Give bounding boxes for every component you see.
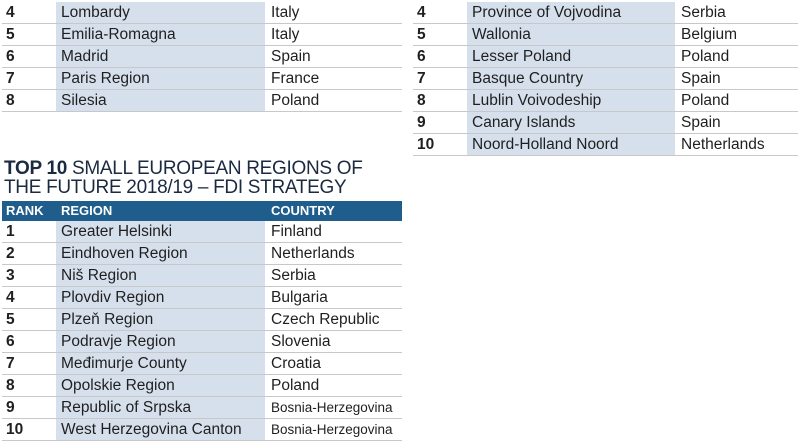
region-cell: Republic of Srpska (56, 397, 265, 419)
small-regions-table-title (4, 159, 404, 197)
country-cell: Spain (675, 68, 798, 90)
table-row (2, 243, 402, 265)
region-cell: Canary Islands (467, 112, 675, 134)
table-row (2, 331, 402, 353)
top-right-table-body (413, 2, 798, 156)
region-cell: Eindhoven Region (56, 243, 265, 265)
rank-cell: 4 (413, 2, 467, 24)
table-row (2, 419, 402, 441)
rank-cell: 9 (2, 397, 56, 419)
rank-cell: 6 (413, 46, 467, 68)
region-cell: Basque Country (467, 68, 675, 90)
rank-cell: 7 (413, 68, 467, 90)
region-cell: Province of Vojvodina (467, 2, 675, 24)
country-cell: Poland (675, 46, 798, 68)
table-row (413, 134, 798, 156)
country-cell: Bulgaria (265, 287, 402, 309)
table-row (2, 353, 402, 375)
rank-cell: 5 (2, 309, 56, 331)
rank-cell: 7 (2, 353, 56, 375)
rank-cell: 5 (413, 24, 467, 46)
region-cell: Greater Helsinki (56, 221, 265, 243)
table-row (2, 287, 402, 309)
rank-cell: 6 (2, 331, 56, 353)
region-cell: Emilia-Romagna (56, 24, 265, 46)
rank-cell: 7 (2, 68, 56, 90)
region-cell: Lublin Voivodeship (467, 90, 675, 112)
country-cell: France (265, 68, 402, 90)
region-cell: Međimurje County (56, 353, 265, 375)
table-row (2, 24, 402, 46)
region-cell: Lesser Poland (467, 46, 675, 68)
rank-cell: 8 (2, 375, 56, 397)
rank-cell: 9 (413, 112, 467, 134)
region-cell: Noord-Holland Noord (467, 134, 675, 156)
rank-cell: 8 (413, 90, 467, 112)
country-cell: Poland (265, 90, 402, 112)
table-row (413, 112, 798, 134)
country-cell: Bosnia-Herzegovina (265, 397, 402, 419)
rank-cell: 1 (2, 221, 56, 243)
table-row (2, 375, 402, 397)
region-cell: Niš Region (56, 265, 265, 287)
rank-cell: 4 (2, 2, 56, 24)
top-right-table (413, 2, 798, 156)
country-cell: Serbia (675, 2, 798, 24)
top-left-table-body (2, 2, 402, 112)
region-cell: Plovdiv Region (56, 287, 265, 309)
table-row (2, 309, 402, 331)
region-cell: Wallonia (467, 24, 675, 46)
country-cell: Spain (265, 46, 402, 68)
rank-cell: 3 (2, 265, 56, 287)
top-left-table (2, 2, 402, 112)
country-cell: Slovenia (265, 331, 402, 353)
header-row (2, 201, 402, 221)
table-row (413, 2, 798, 24)
region-cell: West Herzegovina Canton (56, 419, 265, 441)
table-row (413, 24, 798, 46)
country-cell: Croatia (265, 353, 402, 375)
table-row (413, 90, 798, 112)
country-cell: Finland (265, 221, 402, 243)
header-country: COUNTRY (265, 201, 402, 221)
country-cell: Serbia (265, 265, 402, 287)
region-cell: Madrid (56, 46, 265, 68)
rank-cell: 10 (2, 419, 56, 441)
rank-cell: 4 (2, 287, 56, 309)
header-region: REGION (56, 201, 265, 221)
country-cell: Poland (265, 375, 402, 397)
country-cell: Italy (265, 24, 402, 46)
rank-cell: 5 (2, 24, 56, 46)
country-cell: Czech Republic (265, 309, 402, 331)
title-rest: SMALL EUROPEAN REGIONS OF THE FUTURE 2018/19 – FDI STRATEGY (4, 158, 363, 198)
region-cell: Silesia (56, 90, 265, 112)
country-cell: Netherlands (265, 243, 402, 265)
table-row (2, 265, 402, 287)
region-cell: Opolskie Region (56, 375, 265, 397)
rank-cell: 10 (413, 134, 467, 156)
country-cell: Italy (265, 2, 402, 24)
title-bold: TOP 10 (4, 158, 67, 179)
region-cell: Lombardy (56, 2, 265, 24)
header-rank: RANK (2, 201, 56, 221)
table-header (2, 201, 402, 221)
rank-cell: 8 (2, 90, 56, 112)
rank-cell: 2 (2, 243, 56, 265)
small-regions-table-body (2, 221, 402, 441)
country-cell: Netherlands (675, 134, 798, 156)
table-row (2, 2, 402, 24)
region-cell: Podravje Region (56, 331, 265, 353)
region-cell: Plzeň Region (56, 309, 265, 331)
rank-cell: 6 (2, 46, 56, 68)
country-cell: Belgium (675, 24, 798, 46)
table-row (2, 46, 402, 68)
table-row (2, 397, 402, 419)
country-cell: Spain (675, 112, 798, 134)
region-cell: Paris Region (56, 68, 265, 90)
table-row (2, 221, 402, 243)
table-row (413, 68, 798, 90)
table-row (2, 90, 402, 112)
country-cell: Poland (675, 90, 798, 112)
table-row (413, 46, 798, 68)
country-cell: Bosnia-Herzegovina (265, 419, 402, 441)
table-row (2, 68, 402, 90)
small-regions-table (2, 201, 402, 441)
